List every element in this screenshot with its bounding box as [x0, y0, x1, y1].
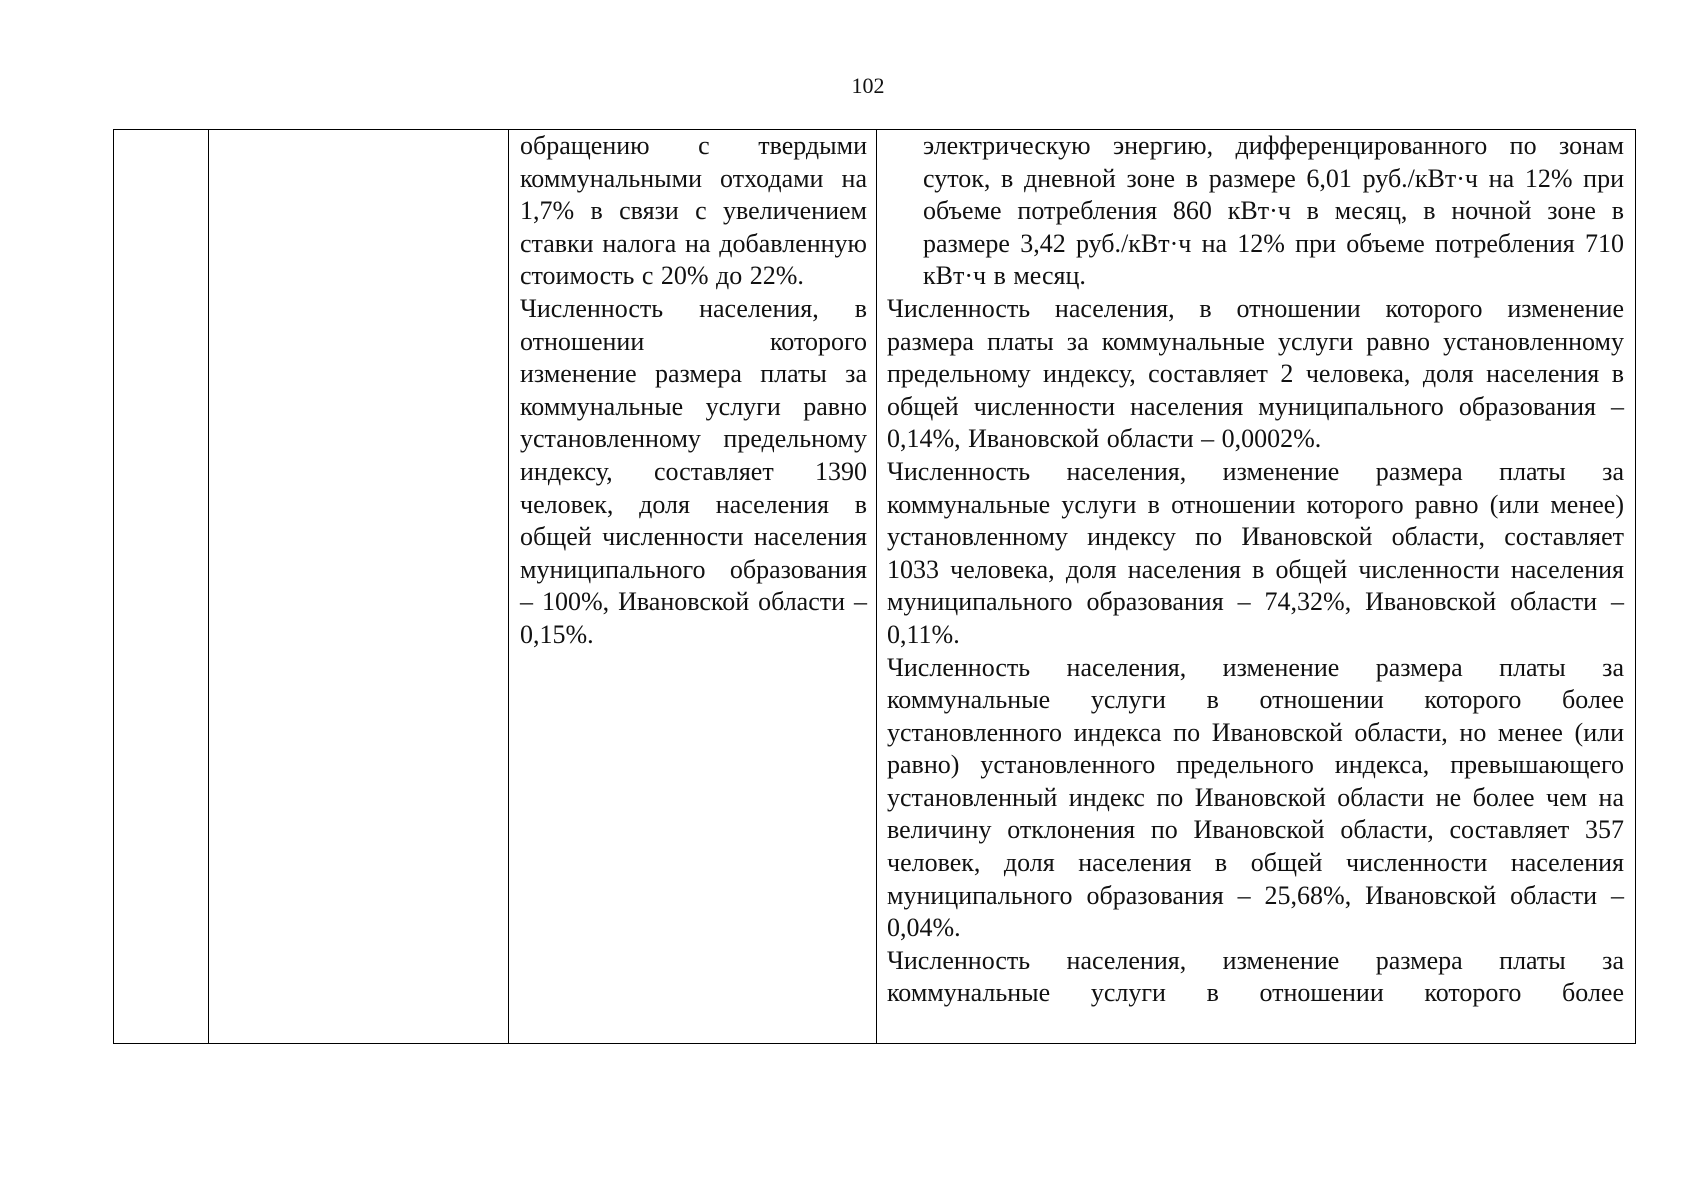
table-cell-population-detail: [877, 130, 1636, 1044]
summary-paragraph-continuation: обращению с твердыми коммунальными отходами на 1,7% в связи с увеличением ставки налога на добавленную стоимость с 20% до 22%.: [520, 131, 867, 291]
summary-paragraph-population: Численность населения, в отношении которого изменение размера платы за коммунальные услуги равно установленному предельному индексу, составляет 1390 человек, доля населения в общей численности населения муниципального образования – 100%, Ивановской области – 0,15%.: [520, 293, 867, 649]
page-number: 102: [851, 73, 885, 98]
detail-paragraph-equal-limit: Численность населения, в отношении которого изменение размера платы за коммунальные услуги равно установленному предельному индексу, составляет 2 человека, доля населения в общей численности населения муниципального образования – 0,14%, Ивановской области – 0,0002%.: [887, 293, 1624, 454]
population-detail-text: [877, 130, 1635, 1010]
table-cell-number: [114, 130, 209, 1044]
table-cell-population-summary: [509, 130, 877, 1044]
detail-paragraph-equal-or-below-index: Численность населения, изменение размера платы за коммунальные услуги в отношении которого равно (или менее) установленному индексу по Ивановской области, составляет 1033 человека, доля населения в общей численности населения муниципального образования – 74,32%, Ивановской области – 0,11%.: [887, 456, 1624, 649]
detail-paragraph-electricity: электрическую энергию, дифференцированного по зонам суток, в дневной зоне в размере 6,01 руб./кВт·ч на 12% при объеме потребления 860 кВт·ч в месяц, в ночной зоне в размере 3,42 руб./кВт·ч на 12% при объеме потребления 710 кВт·ч в месяц.: [923, 131, 1624, 291]
population-summary-text: [509, 130, 876, 652]
detail-paragraph-continued: Численность населения, изменение размера платы за коммунальные услуги в отношении которого более: [887, 945, 1624, 1008]
table-cell-name: [209, 130, 509, 1044]
document-table: [113, 129, 1636, 1044]
table-row: [114, 130, 1636, 1044]
detail-paragraph-above-index: Численность населения, изменение размера платы за коммунальные услуги в отношении которого более установленного индекса по Ивановской области, но менее (или равно) установленного предельного индекса, превышающего установленный индекс по Ивановской области не более чем на величину отклонения по Ивановской области, составляет 357 человек, доля населения в общей численности населения муниципального образования – 25,68%, Ивановской области – 0,04%.: [887, 652, 1624, 943]
